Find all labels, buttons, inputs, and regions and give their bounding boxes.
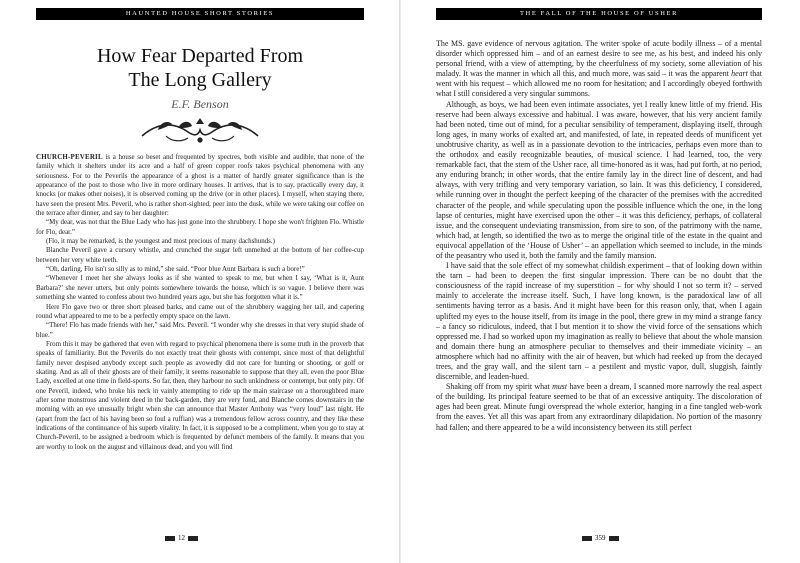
paragraph-text: Although, as boys, we had been even intimate associates, yet I really knew little of my friend. His reserve had been always excessive and habitual. I was aware, however, that his very ancient family had been noted, time out of mind, for a peculiar sensibility of temperament, displaying itself, through long ages, in many works of exalted art, and manifested, of late, in repeated deeds of munificent yet unobtrusive charity, as well as in a passionate devotion to the intricacies, perhaps even more than to the orthodox and easily recognizable beauties, of musical science. I had learned, too, the very remarkable fact, that the stem of the Usher race, all time-honored as it was, had put forth, at no period, any enduring branch; in other words, that the entire family lay in the direct line of descent, and had always, with very trifling and very temporary variation, so lain. It was this deficiency, I considered, while running over in thought the perfect keeping of the character of the premises with the accredited character of the people, and while speculating upon the possible influence which the one, in the long lapse of centuries, might have exercised upon the other – it was this deficiency, perhaps, of collateral issue, and the consequent undeviating transmission, from sire to son, of the patrimony with the name, which had, at length, so identified the two as to merge the original title of the estate in the quaint and equivocal appellation of the ‘House of Usher’ – an appellation which seemed to include, in the minds of the peasantry who used it, both the family and the family mansion.: [436, 99, 762, 260]
paragraph: “Whenever I meet her she always looks as if she wanted to speak to me, but when I say, ‘What is it, Aunt Barbara?’ she never utters, but only points somewhere towards the house, which is so vague. I believe there was something she wanted to confess about two hundred years ago, but she has forgotten what it is.”: [36, 274, 364, 302]
paragraph: From this it may be gathered that even with regard to psychical phenomena there is some truth in the proverb that speaks of familiarity. But the Peverils do not exactly treat their ghosts with contempt, since most of that delightful family never despised anybody except such people as avowedly did not care for hunting or shooting, or golf or skating. And as all of their ghosts are of their family, it seems reasonable to suppose that they all, even the poor Blue Lady, excelled at one time in field-sports. So far, then, they harbour no such unkindness or contempt, but only pity. Of one Peveril, indeed, who broke his neck in vainly attempting to ride up the main staircase on a thoroughbred mare after some monstrous and violent deed in the back-garden, they are very fond, and Blanche comes downstairs in the morning with an eye unusually bright when she can announce that Master Anthony was “very loud” last night. He (apart from the fact of his having been so foul a ruffian) was a tremendous fellow across country, and they like these indications of the continuance of his superb vitality. In fact, it is supposed to be a compliment, when you go to stay at Church-Peveril, to be assigned a bedroom which is frequented by defunct members of the family. It means that you are worthy to look on the august and villainous dead, and you will find: [36, 339, 364, 451]
story-title-line-2: The Long Gallery: [128, 69, 272, 91]
story-title-line-1: How Fear Departed From: [96, 45, 304, 67]
folio-ornament-icon: [165, 536, 175, 541]
emphasis: must: [552, 382, 568, 392]
folio-ornament-icon: [582, 536, 592, 541]
paragraph-text: that went with his request – which allowed me no room for hesitation; and I accordingly obeyed forthwith what I still considered a very singular summons.: [436, 69, 762, 99]
page-number-left: [165, 534, 198, 542]
paragraph: “My dear, was not that the Blue Lady who has just gone into the shrubbery. I hope she won't frighten Flo. Whistle for Flo, dear.”: [36, 218, 364, 236]
story-title: [36, 44, 364, 92]
running-head-left: HAUNTED HOUSE SHORT STORIES: [36, 8, 364, 20]
paragraph: [436, 100, 762, 262]
paragraph: “There! Flo has made friends with her,” said Mrs. Peveril. “I wonder why she dresses in that very stupid shade of blue.”: [36, 321, 364, 339]
paragraph: “Oh, darling, Flo isn't so silly as to mind,” she said. “Poor blue Aunt Barbara is such a bore!”: [46, 265, 305, 274]
paragraph-text: The MS. gave evidence of nervous agitation. The writer spoke of acute bodily illness – of a mental disorder which oppressed him – and of an earnest desire to see me, as his best, and indeed his only personal friend, with a view of attempting, by the cheerfulness of my society, some alleviation of his malady. It was the manner in which all this, and much more, was said – it was the apparent: [436, 39, 762, 79]
right-page: [400, 0, 800, 563]
paragraph-text: Shaking off from my spirit what: [446, 382, 553, 392]
leaf-scroll-ornament-icon: [138, 116, 262, 146]
story-author: E.F. Benson: [171, 97, 229, 111]
paragraph: Blanche Peveril gave a cursory whistle, and crunched the sugar left unmelted at the bottom of her coffee-cup between her very white teeth.: [36, 246, 364, 264]
lead-word: CHURCH-PEVERIL: [36, 153, 103, 161]
emphasis: heart: [731, 69, 748, 79]
paragraph: Here Flo gave two or three short pleased barks, and came out of the shrubbery wagging her tail, and capering round what appeared to me to be a perfectly empty space on the lawn.: [36, 302, 364, 320]
page-number: 12: [178, 534, 185, 542]
folio-ornament-icon: [609, 536, 619, 541]
right-page-body: [436, 39, 762, 433]
running-head-right: THE FALL OF THE HOUSE OF USHER: [436, 8, 762, 20]
paragraph: [436, 382, 762, 432]
left-page-body: [36, 153, 364, 452]
page-number: 359: [595, 534, 606, 542]
paragraph: [436, 261, 762, 382]
paragraph-text: I have said that the sole effect of my somewhat childish experiment – that of looking down within the tarn – had been to deepen the first singular impression. There can be no doubt that the consciousness of the rapid increase of my superstition – for why should I not so term it? – served mainly to accelerate the increase itself. Such, I have long known, is the paradoxical law of all sentiments having terror as a basis. And it might have been for this reason only, that, when I again uplifted my eyes to the house itself, from its image in the pool, there grew in my mind a strange fancy – a fancy so ridiculous, indeed, that I but mention it to show the vivid force of the sensations which oppressed me. I had so worked upon my imagination as really to believe that about the whole mansion and domain there hung an atmosphere peculiar to themselves and their immediate vicinity – an atmosphere which had no affinity with the air of heaven, but which had reeked up from the decayed trees, and the gray wall, and the silent tarn – a pestilent and mystic vapor, dull, sluggish, faintly discernible, and leaden-hued.: [436, 261, 762, 382]
paragraph: [436, 39, 762, 100]
paragraph-text: is a house so beset and frequented by spectres, both visible and audible, that none of the family which it shelters under its acre and a half of green copper roofs takes psychical phenomena with any seriousness. For to the Peverils the appearance of a ghost is a matter of hardly greater significance than is the appearance of the post to those who live in more ordinary houses. It arrives, that is to say, practically every day, it knocks (or makes other noises), it is observed coming up the drive (or in other places). I myself, when staying there, have seen the present Mrs. Peveril, who is rather short-sighted, peer into the dusk, while we were taking our coffee on the terrace after dinner, and say to her daughter:: [36, 153, 364, 218]
paragraph-text: have been a dream, I scanned more narrowly the real aspect of the building. Its principal feature seemed to be that of an excessive antiquity. The discoloration of ages had been great. Minute fungi overspread the whole exterior, hanging in a fine tangled web-work from the eaves. Yet all this was apart from any extraordinary dilapidation. No portion of the masonry had fallen; and there appeared to be a wild inconsistency between its still perfect: [436, 382, 762, 432]
page-number-right: [582, 534, 619, 542]
folio-ornament-icon: [188, 536, 198, 541]
paragraph: [36, 153, 364, 218]
paragraph: (Flo, it may be remarked, is the youngest and most precious of many dachshunds.): [46, 237, 275, 246]
